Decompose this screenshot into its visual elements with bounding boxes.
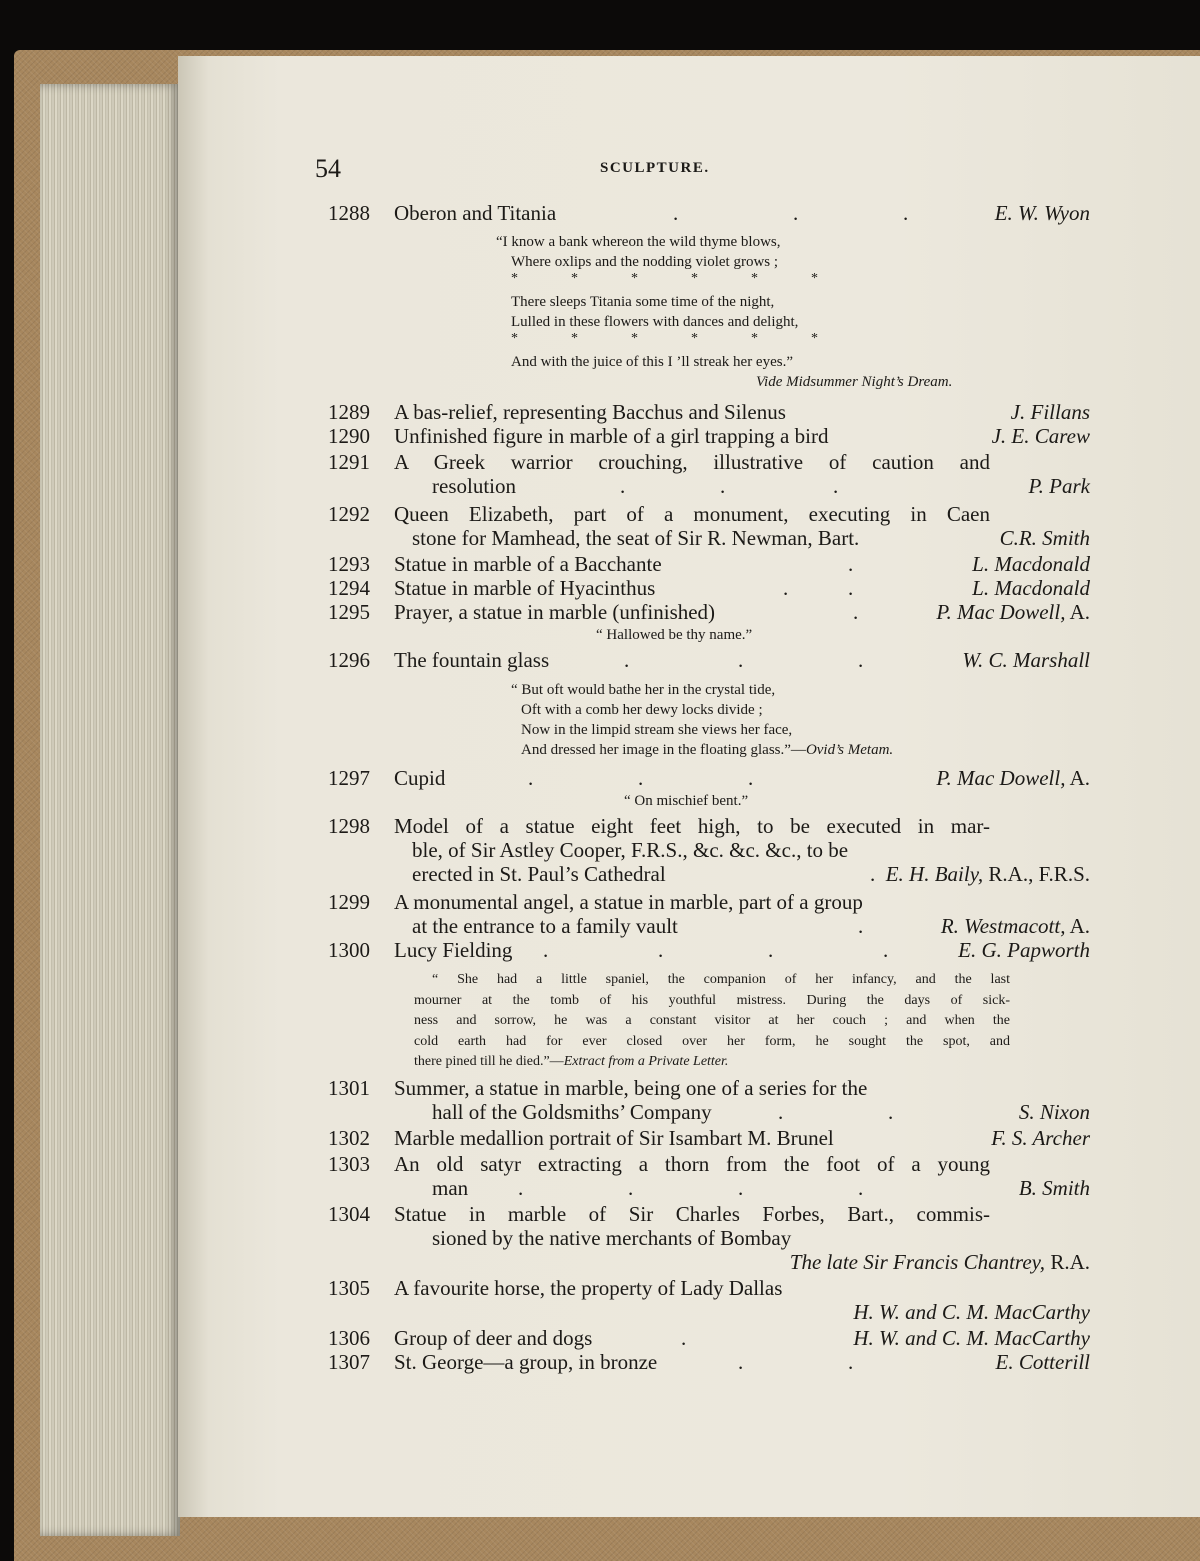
catalogue-entry: 1292 Queen Elizabeth, part of a monument, executing in Caen stone for Mamhead, the seat of Sir R. Newman, Bart. C.R. Smith bbox=[328, 502, 1090, 550]
page-number: 54 bbox=[315, 154, 341, 183]
section-title: SCULPTURE. bbox=[600, 160, 710, 176]
entry-title: Oberon and Titania bbox=[394, 201, 557, 225]
catalogue-entry: 1295 Prayer, a statue in marble (unfinished) . P. Mac Dowell, A. bbox=[328, 600, 1090, 624]
catalogue-entry: 1306 Group of deer and dogs . H. W. and C. M. MacCarthy bbox=[328, 1326, 1090, 1350]
verse-quote: “I know a bank whereon the wild thyme blows, Where oxlips and the nodding violet grows ; * * * * * * There sleeps Titania some time of the night, Lulled in these flowers with dances and delight, * * * * * * And with the juice of this I ’ll streak her eyes.” Vide Midsummer Night’s Dream. bbox=[496, 234, 953, 390]
catalogue-entry: 1305 A favourite horse, the property of Lady Dallas H. W. and C. M. MacCarthy bbox=[328, 1276, 1090, 1324]
catalogue-entry: 1299 A monumental angel, a statue in marble, part of a group at the entrance to a family vault . R. Westmacott, A. bbox=[328, 890, 1090, 938]
catalogue-entry: 1288 Oberon and Titania . . . E. W. Wyon bbox=[328, 201, 1090, 225]
catalogue-entry: 1300 Lucy Fielding . . . . E. G. Papworth bbox=[328, 938, 1090, 962]
book-page bbox=[178, 56, 1200, 1517]
catalogue-entry: 1291 A Greek warrior crouching, illustrative of caution and resolution . . . P. Park bbox=[328, 450, 1090, 498]
catalogue-entry: 1293 Statue in marble of a Bacchante . L. Macdonald bbox=[328, 552, 1090, 576]
catalogue-entry: 1303 An old satyr extracting a thorn from the foot of a young man . . . . B. Smith bbox=[328, 1152, 1090, 1200]
motto-quote: “ On mischief bent.” bbox=[624, 793, 749, 809]
catalogue-entry: 1307 St. George—a group, in bronze . . E. Cotterill bbox=[328, 1350, 1090, 1374]
verse-quote: “ But oft would bathe her in the crystal tide, Oft with a comb her dewy locks divide ; Now in the limpid stream she views her face, And dressed her image in the floating glass.”—Ovid’s Metam. bbox=[511, 682, 894, 758]
page-edges bbox=[40, 84, 180, 1536]
catalogue-entry: 1297 Cupid . . . P. Mac Dowell, A. bbox=[328, 766, 1090, 790]
quote-attribution: Ovid’s Metam. bbox=[805, 742, 894, 758]
running-head bbox=[315, 154, 1110, 184]
prose-quote: “ She had a little spaniel, the companion of her infancy, and the last mourner at the tomb of his youthful mistress. During the days of sick- ness and sorrow, he was a constant visitor at her couch ; and when the cold earth had for ever closed over her form, he sought the spot, and there pined till he died.”—Extract from a Private Letter. bbox=[414, 972, 1010, 1069]
catalogue-entry: 1302 Marble medallion portrait of Sir Isambart M. Brunel F. S. Archer bbox=[328, 1126, 1090, 1150]
catalogue-entry: 1290 Unfinished figure in marble of a girl trapping a bird J. E. Carew bbox=[328, 424, 1090, 448]
quote-attribution: Extract from a Private Letter. bbox=[563, 1054, 729, 1069]
catalogue-entry: 1304 Statue in marble of Sir Charles Forbes, Bart., commis- sioned by the native merchants of Bombay The late Sir Francis Chantrey, R.A. bbox=[328, 1202, 1090, 1274]
entry-number: 1288 bbox=[328, 201, 370, 225]
quote-attribution: Vide Midsummer Night’s Dream. bbox=[756, 374, 953, 390]
catalogue-entry: 1301 Summer, a statue in marble, being one of a series for the hall of the Goldsmiths’ Company . . S. Nixon bbox=[328, 1076, 1090, 1124]
motto-quote: “ Hallowed be thy name.” bbox=[596, 627, 753, 643]
catalogue-entry: 1294 Statue in marble of Hyacinthus . . L. Macdonald bbox=[328, 576, 1090, 600]
entry-sculptor: E. W. Wyon bbox=[994, 201, 1090, 225]
catalogue-entry: 1298 Model of a statue eight feet high, to be executed in mar- ble, of Sir Astley Cooper, F.R.S., &c. &c. &c., to be erected in St. Paul’s Cathedral . E. H. Baily, R.A., F.R.S. bbox=[328, 814, 1090, 886]
catalogue-entry: 1296 The fountain glass . . . W. C. Marshall bbox=[328, 648, 1090, 672]
catalogue-entry: 1289 A bas-relief, representing Bacchus and Silenus J. Fillans bbox=[328, 400, 1090, 424]
